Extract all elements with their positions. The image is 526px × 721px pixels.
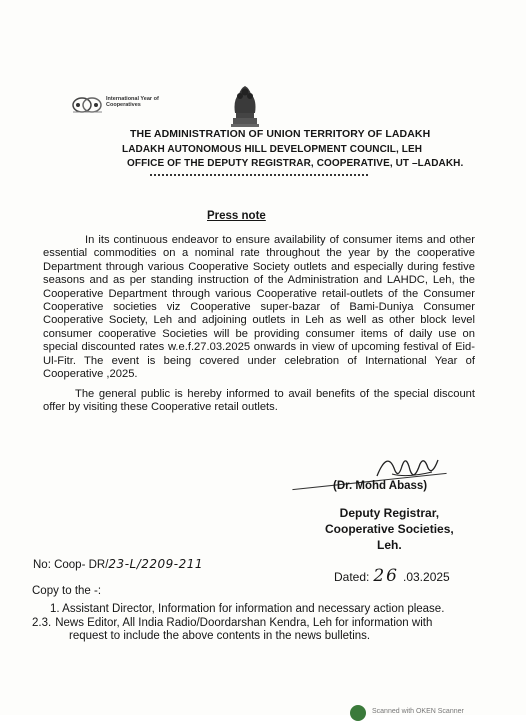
- iyc-logo-text: International Year of Cooperatives: [106, 96, 159, 108]
- signatory-designation: [325, 505, 454, 553]
- designation-line-1: Deputy Registrar,: [339, 506, 440, 520]
- copy-item-1-text: Assistant Director, Information for information and necessary action please.: [62, 603, 445, 615]
- date-day-handwritten: 26: [373, 566, 399, 586]
- document-title: Press note: [207, 210, 266, 222]
- date-rest: .03.2025: [403, 570, 450, 584]
- copy-item-1: [50, 603, 444, 615]
- copy-item-2-number: 2.3.: [32, 617, 52, 629]
- header-line-1: THE ADMINISTRATION OF UNION TERRITORY OF LADAKH: [130, 128, 431, 140]
- copy-item-2: [32, 617, 472, 643]
- document-date: [334, 566, 450, 586]
- header-line-2: LADAKH AUTONOMOUS HILL DEVELOPMENT COUNCIL, LEH: [122, 144, 423, 155]
- scanner-logo-icon: [350, 705, 366, 721]
- designation-line-2: Cooperative Societies,: [325, 522, 454, 536]
- reference-label: No: Coop- DR/: [33, 559, 109, 571]
- header-line-3: OFFICE OF THE DEPUTY REGISTRAR, COOPERATIVE, UT –LADAKH.: [127, 158, 464, 169]
- copy-to-heading: Copy to the -:: [32, 585, 102, 597]
- national-emblem-icon: [227, 80, 263, 130]
- copy-item-2-text-b: request to include the above contents in the news bulletins.: [69, 630, 371, 642]
- copy-item-1-number: 1.: [50, 603, 60, 615]
- body-paragraph-2: The general public is hereby informed to avail benefits of the special discount offer by visiting these Cooperative retail outlets.: [43, 388, 475, 414]
- reference-number: [33, 557, 203, 571]
- body-paragraph-1: In its continuous endeavor to ensure availability of consumer items and other essential commodities on a nominal rate throughout the year by the cooperative Department through various Cooperative Society outlets and especially during festive seasons and as per standing instruction of the Administration and LAHDC, Leh, the Cooperative Department through various Cooperative retail-outlets of the Consumer Cooperative societies viz Cooperative super-bazar of Bami-Duniya Consumer Cooperative Society, Leh and adjoining outlets in Leh as well as other block level consumer cooperative Societies will be providing consumer items of daily use on special discounted rates w.e.f.27.03.2025 onwards in view of upcoming festival of Eid-Ul-Fitr. The event is being covered under celebration of International Year of Cooperative ,2025.: [43, 234, 475, 381]
- designation-line-3: Leh.: [377, 538, 402, 552]
- copy-item-2-text-a: News Editor, All India Radio/Doordarshan Kendra, Leh for information with: [55, 617, 433, 629]
- date-label: Dated:: [334, 570, 370, 584]
- scanner-footer: Scanned with OKEN Scanner: [372, 708, 464, 715]
- reference-handwritten: 23-L/2209-211: [108, 557, 204, 571]
- signatory-name: (Dr. Mohd Abass): [333, 480, 428, 492]
- dotted-divider: [150, 168, 368, 176]
